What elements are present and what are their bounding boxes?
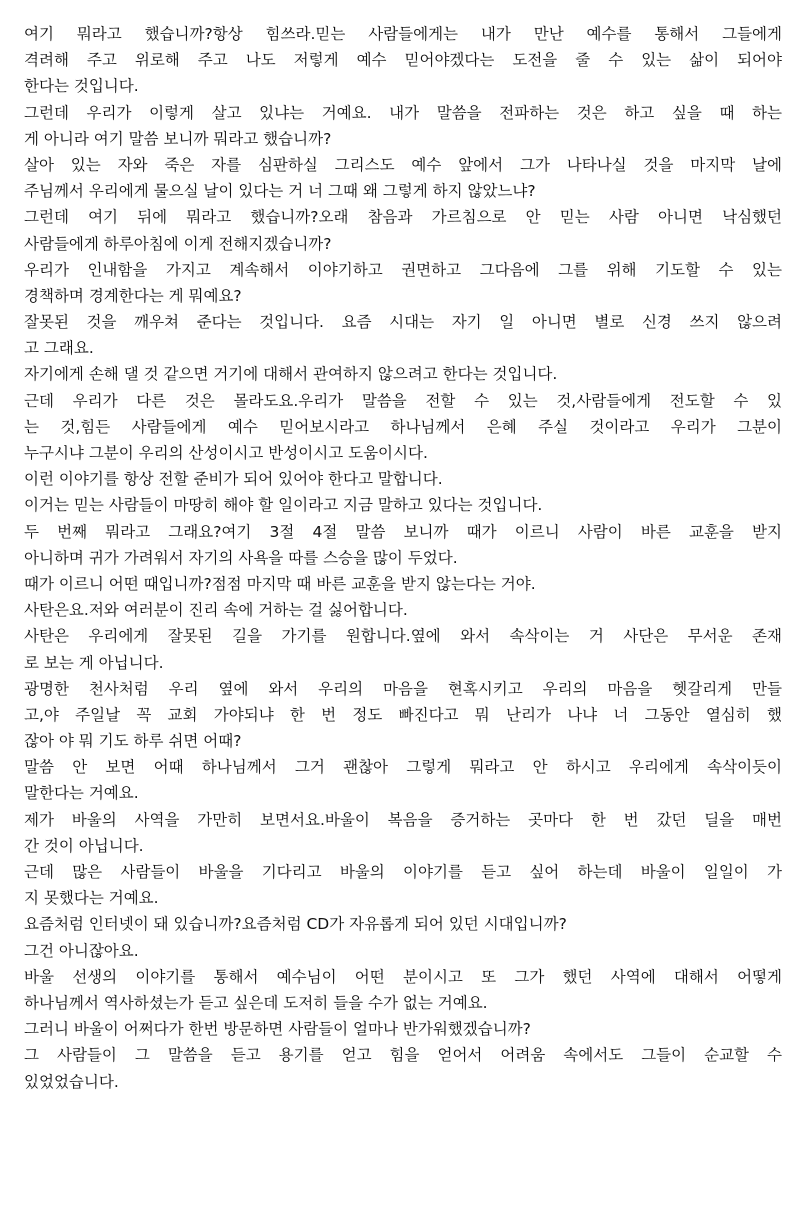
text-line: 잘못된 것을 깨우쳐 준다는 것입니다. 요즘 시대는 자기 일 아니면 별로 신경 쓰지 않으려	[24, 313, 782, 332]
text-line: 고 그래요.	[24, 339, 94, 358]
text-line: 게 아니라 여기 말씀 보니까 뭐라고 했습니까?	[24, 129, 332, 148]
text-line: 누구시냐 그분이 우리의 산성이시고 반성이시고 도움이시다.	[24, 444, 428, 462]
text-line: 근데 많은 사람들이 바울을 기다리고 바울의 이야기를 듣고 싶어 하는데 바울이 일일이 가	[24, 863, 782, 881]
text-line: 하나님께서 역사하셨는가 듣고 싶은데 도저히 들을 수가 없는 거예요.	[24, 993, 488, 1012]
text-line: 는 것,힘든 사람들에게 예수 믿어보시라고 하나님께서 은혜 주실 것이라고 우리가 그분이	[24, 417, 782, 436]
text-line: 그건 아니잖아요.	[24, 941, 139, 960]
text-line: 사람들에게 하루아침에 이게 전해지겠습니까?	[24, 234, 332, 253]
text-line: 사탄은요.저와 여러분이 진리 속에 거하는 걸 싫어합니다.	[24, 601, 408, 620]
text-line: 간 것이 아닙니다.	[24, 836, 144, 855]
text-line: 이거는 믿는 사람들이 마땅히 해야 할 일이라고 지금 말하고 있다는 것입니다.	[24, 496, 543, 515]
text-line: 제가 바울의 사역을 가만히 보면서요.바울이 복음을 증거하는 곳마다 한 번 갔던 딜을 매번	[24, 810, 782, 829]
text-line: 경책하며 경계한다는 게 뭐예요?	[24, 286, 242, 305]
text-line: 광명한 천사처럼 우리 옆에 와서 우리의 마음을 현혹시키고 우리의 마음을 헷갈리게 만들	[24, 679, 782, 698]
text-line: 여기 뭐라고 했습니까?항상 힘쓰라.믿는 사람들에게는 내가 만난 예수를 통해서 그들에게	[24, 25, 782, 43]
text-line: 한다는 것입니다.	[24, 77, 139, 96]
text-line: 근데 우리가 다른 것은 몰라도요.우리가 말씀을 전할 수 있는 것,사람들에게 전도할 수 있	[24, 391, 782, 410]
text-line: 지 못했다는 거예요.	[24, 889, 159, 908]
text-line: 때가 이르니 어떤 때입니까?점점 마지막 때 바른 교훈을 받지 않는다는 거야.	[24, 574, 536, 593]
text-line: 두 번째 뭐라고 그래요?여기 3절 4절 말씀 보니까 때가 이르니 사람이 바른 교훈을 받지	[24, 522, 782, 541]
text-line: 고,야 주일날 꼭 교회 가야되냐 한 번 정도 빠진다고 뭐 난리가 나냐 너 그동안 열심히 했	[24, 705, 782, 724]
text-line: 아니하며 귀가 가려워서 자기의 사욕을 따를 스승을 많이 두었다.	[24, 548, 458, 567]
text-lines	[24, 21, 782, 1095]
text-line: 바울 선생의 이야기를 통해서 예수님이 어떤 분이시고 또 그가 했던 사역에 대해서 어떻게	[24, 967, 782, 986]
text-line: 격려해 주고 위로해 주고 나도 저렇게 예수 믿어야겠다는 도전을 줄 수 있는 삶이 되어야	[24, 51, 782, 70]
text-line: 주님께서 우리에게 물으실 날이 있다는 거 너 그때 왜 그렇게 하지 않았느냐?	[24, 182, 536, 201]
text-line: 우리가 인내함을 가지고 계속해서 이야기하고 권면하고 그다음에 그를 위해 기도할 수 있는	[24, 260, 782, 279]
text-line: 사탄은 우리에게 잘못된 길을 가기를 원합니다.옆에 와서 속삭이는 거 사단은 무서운 존재	[24, 627, 782, 646]
text-line: 이런 이야기를 항상 전할 준비가 되어 있어야 한다고 말합니다.	[24, 470, 443, 489]
text-line: 말씀 안 보면 어때 하나님께서 그거 괜찮아 그렇게 뭐라고 안 하시고 우리에게 속삭이듯이	[24, 758, 782, 777]
text-line: 살아 있는 자와 죽은 자를 심판하실 그리스도 예수 앞에서 그가 나타나실 것을 마지막 날에	[24, 155, 782, 174]
text-line: 있었었습니다.	[24, 1072, 119, 1091]
text-line: 그런데 여기 뒤에 뭐라고 했습니까?오래 참음과 가르침으로 안 믿는 사람 아니면 낙심했던	[24, 208, 782, 227]
text-line: 말한다는 거예요.	[24, 784, 139, 803]
text-line: 그 사람들이 그 말씀을 듣고 용기를 얻고 힘을 얻어서 어려움 속에서도 그들이 순교할 수	[24, 1046, 782, 1065]
text-line: 잖아 야 뭐 기도 하루 쉬면 어때?	[24, 732, 242, 751]
text-line: 로 보는 게 아닙니다.	[24, 653, 164, 672]
text-line: 그런데 우리가 이렇게 살고 있냐는 거예요. 내가 말씀을 전파하는 것은 하고 싶을 때 하는	[24, 103, 782, 122]
text-line: 요즘처럼 인터넷이 돼 있습니까?요즘처럼 CD가 자유롭게 되어 있던 시대입니까?	[24, 915, 567, 934]
text-line: 그러니 바울이 어쩌다가 한번 방문하면 사람들이 얼마나 반가워했겠습니까?	[24, 1020, 531, 1039]
text-line: 자기에게 손해 댈 것 같으면 거기에 대해서 관여하지 않으려고 한다는 것입니다.	[24, 365, 558, 384]
